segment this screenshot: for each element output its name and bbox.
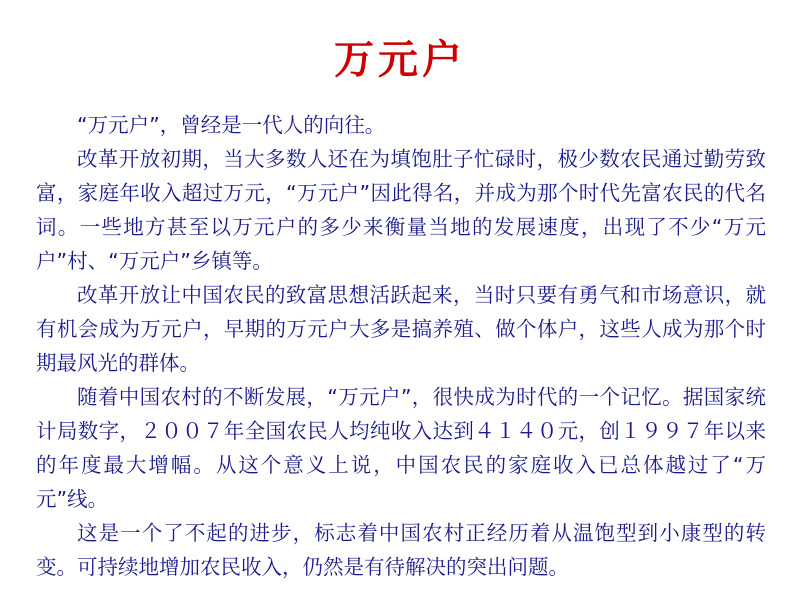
paragraph: 改革开放让中国农民的致富思想活跃起来，当时只要有勇气和市场意识，就有机会成为万元户，早期的万元户大多是搞养殖、做个体户，这些人成为那个时期最风光的群体。 (36, 283, 766, 375)
paragraph: 改革开放初期，当大多数人还在为填饱肚子忙碌时，极少数农民通过勤劳致富，家庭年收入超过万元，“万元户”因此得名，并成为那个时代先富农民的代名词。一些地方甚至以万元户的多少来衡量当地的发展速度，出现了不少“万元户”村、“万元户”乡镇等。 (36, 147, 766, 273)
paragraph: 随着中国农村的不断发展，“万元户”，很快成为时代的一个记忆。据国家统计局数字，２００７年全国农民人均纯收入达到４１４０元，创１９９７年以来的年度最大增幅。从这个意义上说，中国农民的家庭收入已总体越过了“万元”线。 (36, 385, 766, 511)
page-title: 万元户 (334, 37, 466, 83)
paragraph: 这是一个了不起的进步，标志着中国农村正经历着从温饱型到小康型的转变。可持续地增加农民收入，仍然是有待解决的突出问题。 (36, 521, 766, 579)
paragraph: “万元户”，曾经是一代人的向往。 (77, 113, 386, 137)
slide-body (36, 108, 766, 584)
